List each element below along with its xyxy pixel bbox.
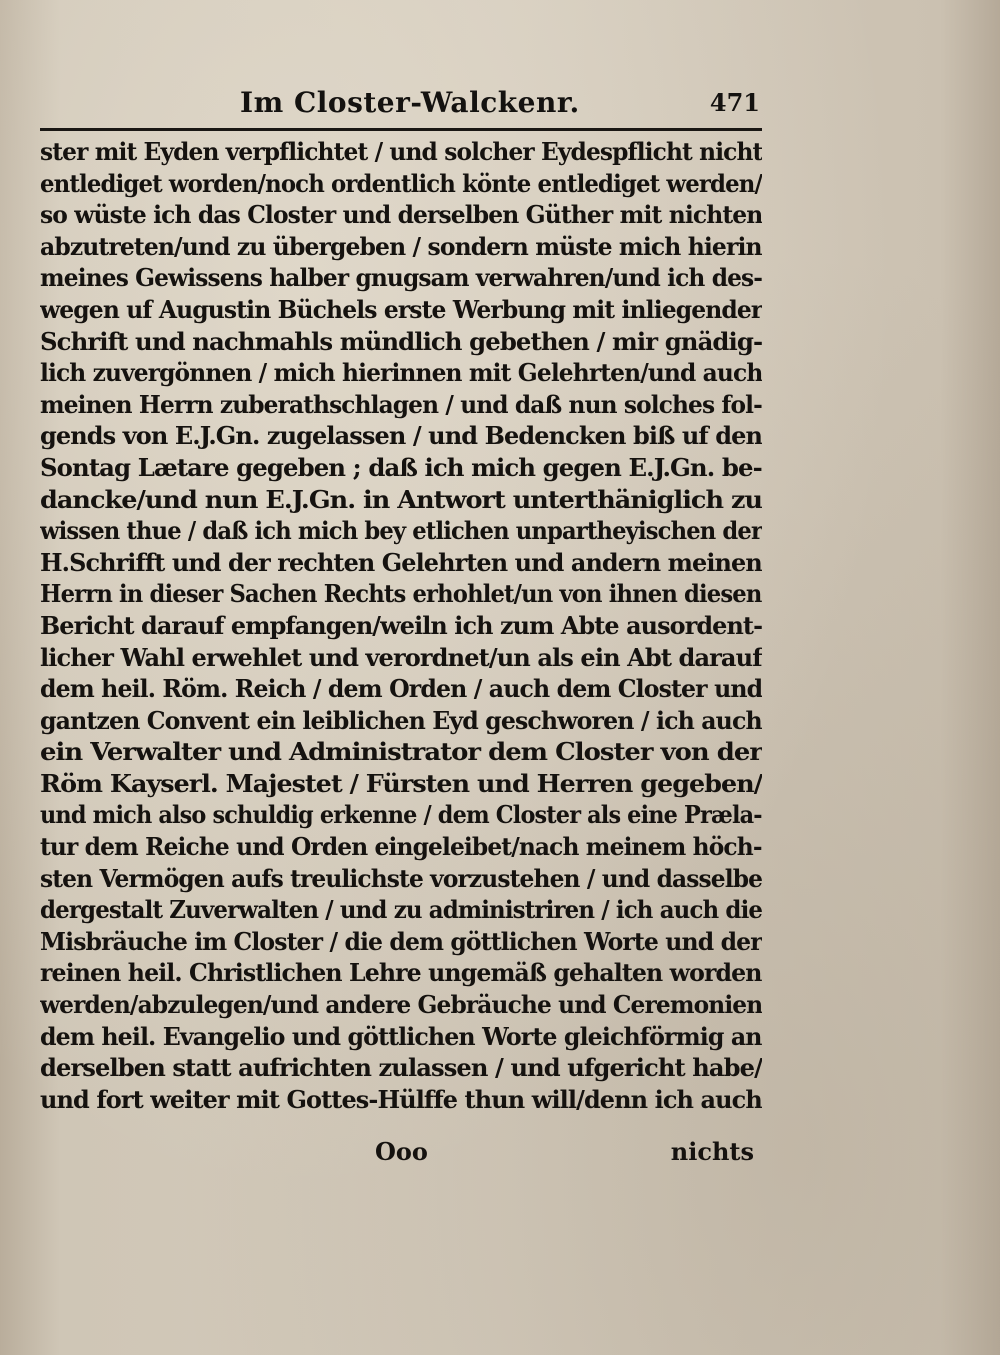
text-line: licher Wahl erwehlet und verordnet/un als ein Abt darauf xyxy=(40,642,762,672)
text-line: wegen uf Augustin Büchels erste Werbung mit inliegender xyxy=(40,294,763,324)
text-line: entlediget worden/noch ordentlich könte entlediget werden/ xyxy=(40,168,762,198)
text-line: derselben statt aufrichten zulassen / und ufgericht habe/ xyxy=(40,1053,763,1083)
text-line: und mich also schuldig erkenne / dem Closter als eine Præla- xyxy=(40,800,762,830)
text-line: Misbräuche im Closter / die dem göttlichen Worte und der xyxy=(40,926,762,956)
text-line: lich zuvergönnen / mich hierinnen mit Gelehrten/und auch xyxy=(40,358,762,388)
page-header xyxy=(40,84,760,124)
text-line: Röm Kayserl. Majestet / Fürsten und Herren gegeben/ xyxy=(40,768,762,798)
header-rule xyxy=(40,128,762,131)
text-line: abzutreten/und zu übergeben / sondern müste mich hierin xyxy=(40,231,762,261)
signature-mark: Ooo xyxy=(375,1137,428,1166)
text-line: reinen heil. Christlichen Lehre ungemäß gehalten worden xyxy=(40,958,762,988)
text-line: wissen thue / daß ich mich bey etlichen unpartheyischen der xyxy=(40,516,763,546)
text-line: ein Verwalter und Administrator dem Closter von der xyxy=(40,737,762,767)
text-line: gends von E.J.Gn. zugelassen / und Bedencken biß uf den xyxy=(40,421,762,451)
body-text xyxy=(40,136,762,1115)
text-line: tur dem Reiche und Orden eingeleibet/nach meinem höch- xyxy=(40,832,762,862)
text-line: H.Schrifft und der rechten Gelehrten und andern meinen xyxy=(40,547,762,577)
text-line: Schrift und nachmahls mündlich gebethen / mir gnädig- xyxy=(40,326,762,356)
running-title: Im Closter-Walckenr. xyxy=(240,86,580,119)
text-line: und fort weiter mit Gottes-Hülffe thun will/denn ich auch xyxy=(40,1084,762,1114)
text-line: dem heil. Evangelio und göttlichen Worte gleichförmig an xyxy=(40,1021,762,1051)
text-line: Sontag Lætare gegeben ; daß ich mich gegen E.J.Gn. be- xyxy=(40,452,762,482)
text-line: werden/abzulegen/und andere Gebräuche und Ceremonien xyxy=(40,990,762,1020)
page-footer xyxy=(40,1137,762,1169)
text-line: ster mit Eyden verpflichtet / und solcher Eydespflicht nicht xyxy=(40,137,762,166)
text-line: gantzen Convent ein leiblichen Eyd geschworen / ich auch xyxy=(40,705,762,735)
text-line: sten Vermögen aufs treulichste vorzustehen / und dasselbe xyxy=(40,863,762,893)
text-line: dancke/und nun E.J.Gn. in Antwort unterthäniglich zu xyxy=(40,484,763,514)
text-line: dergestalt Zuverwalten / und zu administriren / ich auch die xyxy=(40,895,763,925)
text-line: dem heil. Röm. Reich / dem Orden / auch dem Closter und xyxy=(40,674,763,704)
text-line: meinen Herrn zuberathschlagen / und daß nun solches fol- xyxy=(40,389,762,419)
text-line: Herrn in dieser Sachen Rechts erhohlet/un von ihnen diesen xyxy=(40,579,762,609)
page-number: 471 xyxy=(709,88,760,117)
text-line: so wüste ich das Closter und derselben Güther mit nichten xyxy=(40,200,763,230)
catchword: nichts xyxy=(670,1137,754,1166)
text-line: meines Gewissens halber gnugsam verwahren/und ich des- xyxy=(40,263,762,293)
text-line: Bericht darauf empfangen/weiln ich zum Abte ausordent- xyxy=(40,610,763,640)
